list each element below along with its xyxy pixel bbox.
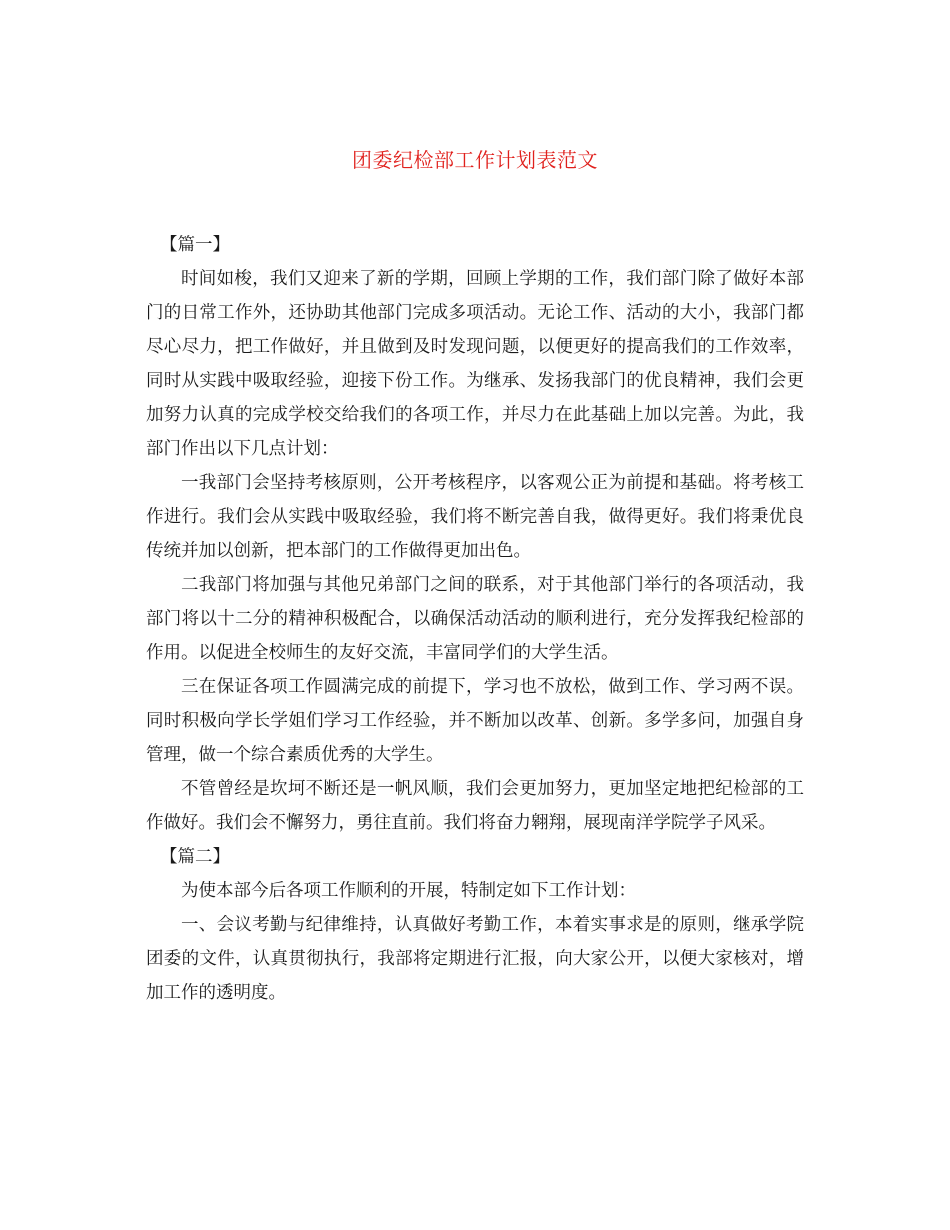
paragraph: 三在保证各项工作圆满完成的前提下，学习也不放松，做到工作、学习两不误。同时积极向学长学姐们学习工作经验，并不断加以改革、创新。多学多问，加强自身管理，做一个综合素质优秀的大学生。 [146, 677, 804, 765]
section-heading-2: 【篇二】 [160, 847, 230, 867]
paragraph: 二我部门将加强与其他兄弟部门之间的联系，对于其他部门举行的各项活动，我部门将以十二分的精神积极配合，以确保活动活动的顺利进行，充分发挥我纪检部的作用。以促进全校师生的友好交流，丰富同学们的大学生活。 [146, 575, 804, 663]
paragraph: 为使本部今后各项工作顺利的开展，特制定如下工作计划： [181, 881, 636, 901]
document-title: 团委纪检部工作计划表范文 [352, 148, 598, 172]
section-heading-1: 【篇一】 [160, 235, 230, 255]
paragraph: 时间如梭，我们又迎来了新的学期，回顾上学期的工作，我们部门除了做好本部门的日常工作外，还协助其他部门完成多项活动。无论工作、活动的大小，我部门都尽心尽力，把工作做好，并且做到及时发现问题，以便更好的提高我们的工作效率，同时从实践中吸取经验，迎接下份工作。为继承、发扬我部门的优良精神，我们会更加努力认真的完成学校交给我们的各项工作，并尽力在此基础上加以完善。为此，我部门作出以下几点计划： [146, 269, 804, 459]
paragraph: 不管曾经是坎坷不断还是一帆风顺，我们会更加努力，更加坚定地把纪检部的工作做好。我们会不懈努力，勇往直前。我们将奋力翱翔，展现南洋学院学子风采。 [146, 779, 804, 833]
paragraph: 一我部门会坚持考核原则，公开考核程序，以客观公正为前提和基础。将考核工作进行。我们会从实践中吸取经验，我们将不断完善自我，做得更好。我们将秉优良传统并加以创新，把本部门的工作做得更加出色。 [146, 473, 804, 561]
paragraph: 一、会议考勤与纪律维持，认真做好考勤工作，本着实事求是的原则，继承学院团委的文件，认真贯彻执行，我部将定期进行汇报，向大家公开，以便大家核对，增加工作的透明度。 [146, 915, 804, 1003]
document-body [146, 228, 804, 1010]
